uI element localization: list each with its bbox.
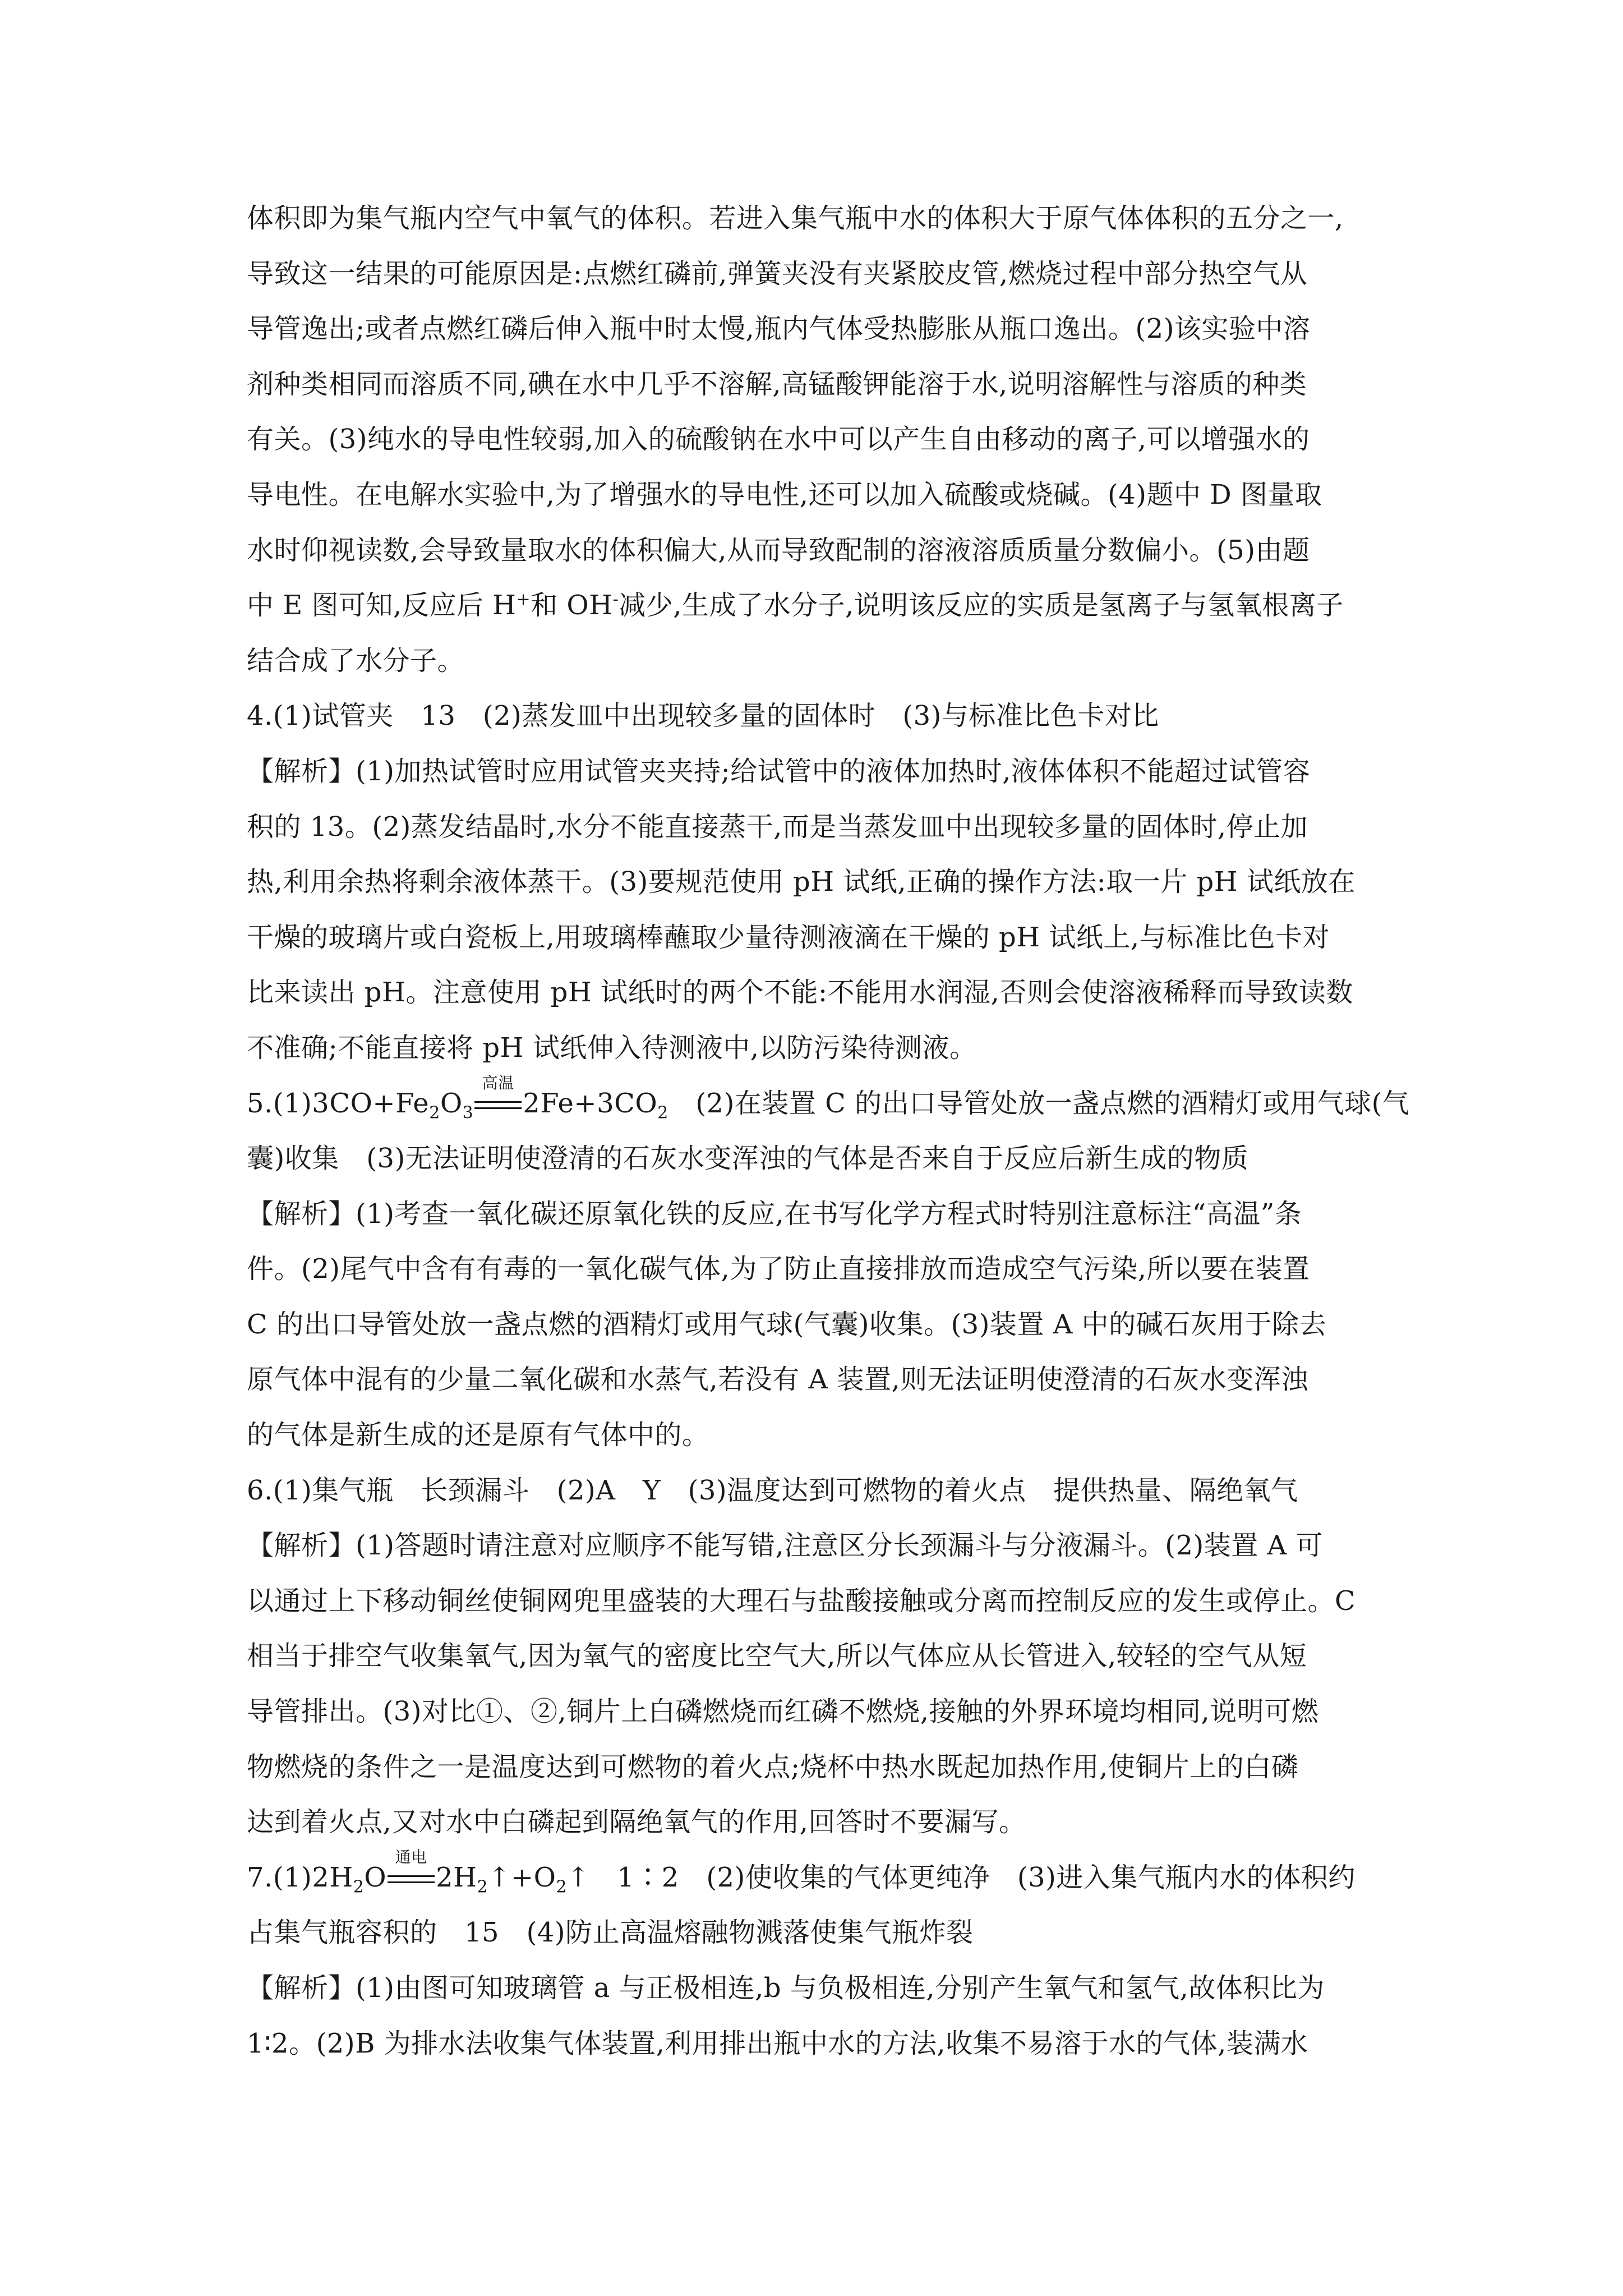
line-text: 件。(2)尾气中含有有毒的一氧化碳气体,为了防止直接排放而造成空气污染,所以要在装置 (247, 1253, 1310, 1285)
line-text: 的气体是新生成的还是原有气体中的。 (247, 1419, 709, 1451)
formula-subscript: 2 (477, 1877, 488, 1897)
text-line (247, 799, 1391, 855)
ion-charge-superscript: - (612, 590, 619, 610)
line-text: 水时仰视读数,会导致量取水的体积偏大,从而导致配制的溶液溶质质量分数偏小。(5)由题 (247, 534, 1310, 566)
line-text: 达到着火点,又对水中白磷起到隔绝氧气的作用,回答时不要漏写。 (247, 1806, 1026, 1838)
text-line (247, 965, 1391, 1020)
line-text: O (440, 1087, 463, 1119)
line-text: 6.(1)集气瓶 长颈漏斗 (2)A Y (3)温度达到可燃物的着火点 提供热量、隔绝氧气 (247, 1474, 1298, 1506)
text-line (247, 854, 1391, 910)
line-text: 2H (436, 1861, 477, 1893)
reaction-condition-label: 高温 (482, 1073, 514, 1092)
line-text: 囊)收集 (3)无法证明使澄清的石灰水变浑浊的气体是否来自于反应后新生成的物质 (247, 1143, 1249, 1175)
text-line (247, 467, 1391, 523)
ion-charge-superscript: + (516, 590, 531, 610)
text-line (247, 191, 1391, 246)
text-line (247, 744, 1391, 799)
text-line (247, 578, 1391, 633)
answer-line-q5 (247, 1073, 1410, 1131)
line-text: 【解析】(1)由图可知玻璃管 a 与正极相连,b 与负极相连,分别产生氧气和氢气,故体积比为 (247, 1972, 1325, 2004)
reaction-condition-label: 通电 (395, 1847, 427, 1866)
text-line (247, 910, 1391, 965)
formula-subscript: 2 (353, 1877, 365, 1897)
line-text: 导管排出。(3)对比①、②,铜片上白磷燃烧而红磷不燃烧,接触的外界环境均相同,说明可燃 (247, 1696, 1319, 1728)
line-text: 积的 13。(2)蒸发结晶时,水分不能直接蒸干,而是当蒸发皿中出现较多量的固体时,停止加 (247, 811, 1308, 843)
line-text: 体积即为集气瓶内空气中氧气的体积。若进入集气瓶中水的体积大于原气体体积的五分之一, (247, 203, 1344, 234)
line-text: ↑ 1∶2 (2)使收集的气体更纯净 (3)进入集气瓶内水的体积约 (567, 1861, 1355, 1893)
line-text: 【解析】(1)加热试管时应用试管夹夹持;给试管中的液体加热时,液体体积不能超过试管容 (247, 755, 1311, 787)
text-line (247, 1518, 1391, 1573)
text-line (247, 1905, 1391, 1961)
text-line (247, 1795, 1391, 1850)
line-text: 有关。(3)纯水的导电性较弱,加入的硫酸钠在水中可以产生自由移动的离子,可以增强水的 (247, 424, 1310, 455)
line-text: 干燥的玻璃片或白瓷板上,用玻璃棒蘸取少量待测液滴在干燥的 pH 试纸上,与标准比色卡对 (247, 921, 1330, 953)
text-line (247, 1241, 1391, 1297)
text-line (247, 1297, 1391, 1352)
text-line (247, 301, 1391, 357)
line-text: 2Fe+3CO (523, 1087, 658, 1119)
text-line (247, 412, 1391, 467)
text-line (247, 1020, 1391, 1076)
text-line (247, 1352, 1391, 1407)
line-text: ↑+O (488, 1861, 556, 1893)
line-text: 中 E 图可知,反应后 H (247, 590, 517, 622)
line-text: 剂种类相同而溶质不同,碘在水中几乎不溶解,高锰酸钾能溶于水,说明溶解性与溶质的种类 (247, 368, 1307, 400)
line-text: O (364, 1861, 387, 1893)
answer-line-q7 (247, 1847, 1391, 1906)
line-text: 导管逸出;或者点燃红磷后伸入瓶中时太慢,瓶内气体受热膨胀从瓶口逸出。(2)该实验中溶 (247, 313, 1311, 345)
line-text: 结合成了水分子。 (247, 645, 465, 677)
text-line (247, 633, 1391, 689)
answer-line-q6 (247, 1463, 1391, 1519)
text-line (247, 246, 1391, 302)
line-text: 以通过上下移动铜丝使铜网兜里盛装的大理石与盐酸接触或分离而控制反应的发生或停止。C (247, 1585, 1356, 1617)
text-line (247, 1961, 1391, 2016)
line-text: 7.(1)2H (247, 1861, 353, 1893)
line-text: 不准确;不能直接将 pH 试纸伸入待测液中,以防污染待测液。 (247, 1032, 977, 1064)
reaction-condition (473, 1073, 523, 1119)
line-text: 比来读出 pH。注意使用 pH 试纸时的两个不能:不能用水润湿,否则会使溶液稀释而导致读数 (247, 977, 1353, 1009)
line-text: 物燃烧的条件之一是温度达到可燃物的着火点;烧杯中热水既起加热作用,使铜片上的白磷 (247, 1751, 1299, 1783)
text-line (247, 1628, 1391, 1684)
line-text: 【解析】(1)答题时请注意对应顺序不能写错,注意区分长颈漏斗与分液漏斗。(2)装置 A 可 (247, 1530, 1323, 1562)
line-text: 占集气瓶容积的 15 (4)防止高温熔融物溅落使集气瓶炸裂 (247, 1917, 974, 1949)
text-line (247, 1407, 1391, 1463)
equals-sign (388, 1875, 435, 1883)
formula-subscript: 3 (462, 1103, 474, 1123)
line-text: 5.(1)3CO+Fe (247, 1087, 430, 1119)
text-line (247, 1740, 1391, 1795)
line-text: 【解析】(1)考查一氧化碳还原氧化铁的反应,在书写化学方程式时特别注意标注“高温”条 (247, 1198, 1302, 1230)
line-text: 导电性。在电解水实验中,为了增强水的导电性,还可以加入硫酸或烧碱。(4)题中 D 图量取 (247, 478, 1322, 510)
text-line (247, 1573, 1391, 1629)
text-line (247, 1186, 1391, 1242)
line-text: 导致这一结果的可能原因是:点燃红磷前,弹簧夹没有夹紧胶皮管,燃烧过程中部分热空气从 (247, 257, 1308, 289)
line-text: 热,利用余热将剩余液体蒸干。(3)要规范使用 pH 试纸,正确的操作方法:取一片 pH 试纸放在 (247, 866, 1355, 898)
line-text: 相当于排空气收集氧气,因为氧气的密度比空气大,所以气体应从长管进入,较轻的空气从短 (247, 1640, 1307, 1672)
line-text: 原气体中混有的少量二氧化碳和水蒸气,若没有 A 装置,则无法证明使澄清的石灰水变浑浊 (247, 1364, 1308, 1396)
formula-subscript: 2 (556, 1877, 568, 1897)
line-text: (2)在装置 C 的出口导管处放一盏点燃的酒精灯或用气球(气 (668, 1087, 1410, 1119)
line-text: 和 OH (531, 590, 613, 622)
line-text: 4.(1)试管夹 13 (2)蒸发皿中出现较多量的固体时 (3)与标准比色卡对比 (247, 700, 1159, 732)
formula-subscript: 2 (657, 1103, 668, 1123)
text-line (247, 2016, 1391, 2072)
answer-text-block (247, 191, 1410, 2071)
text-line (247, 357, 1391, 412)
line-text: 1∶2。(2)B 为排水法收集气体装置,利用排出瓶中水的方法,收集不易溶于水的气体,装满水 (247, 2027, 1308, 2059)
equals-sign (474, 1101, 522, 1109)
text-line (247, 523, 1391, 578)
line-text: 减少,生成了水分子,说明该反应的实质是氢离子与氢氧根离子 (619, 590, 1344, 622)
text-line (247, 1131, 1391, 1186)
text-line (247, 1684, 1391, 1740)
formula-subscript: 2 (429, 1103, 440, 1123)
reaction-condition (386, 1847, 436, 1893)
line-text: C 的出口导管处放一盏点燃的酒精灯或用气球(气囊)收集。(3)装置 A 中的碱石灰用于除去 (247, 1308, 1327, 1340)
answer-line-q4 (247, 688, 1391, 744)
